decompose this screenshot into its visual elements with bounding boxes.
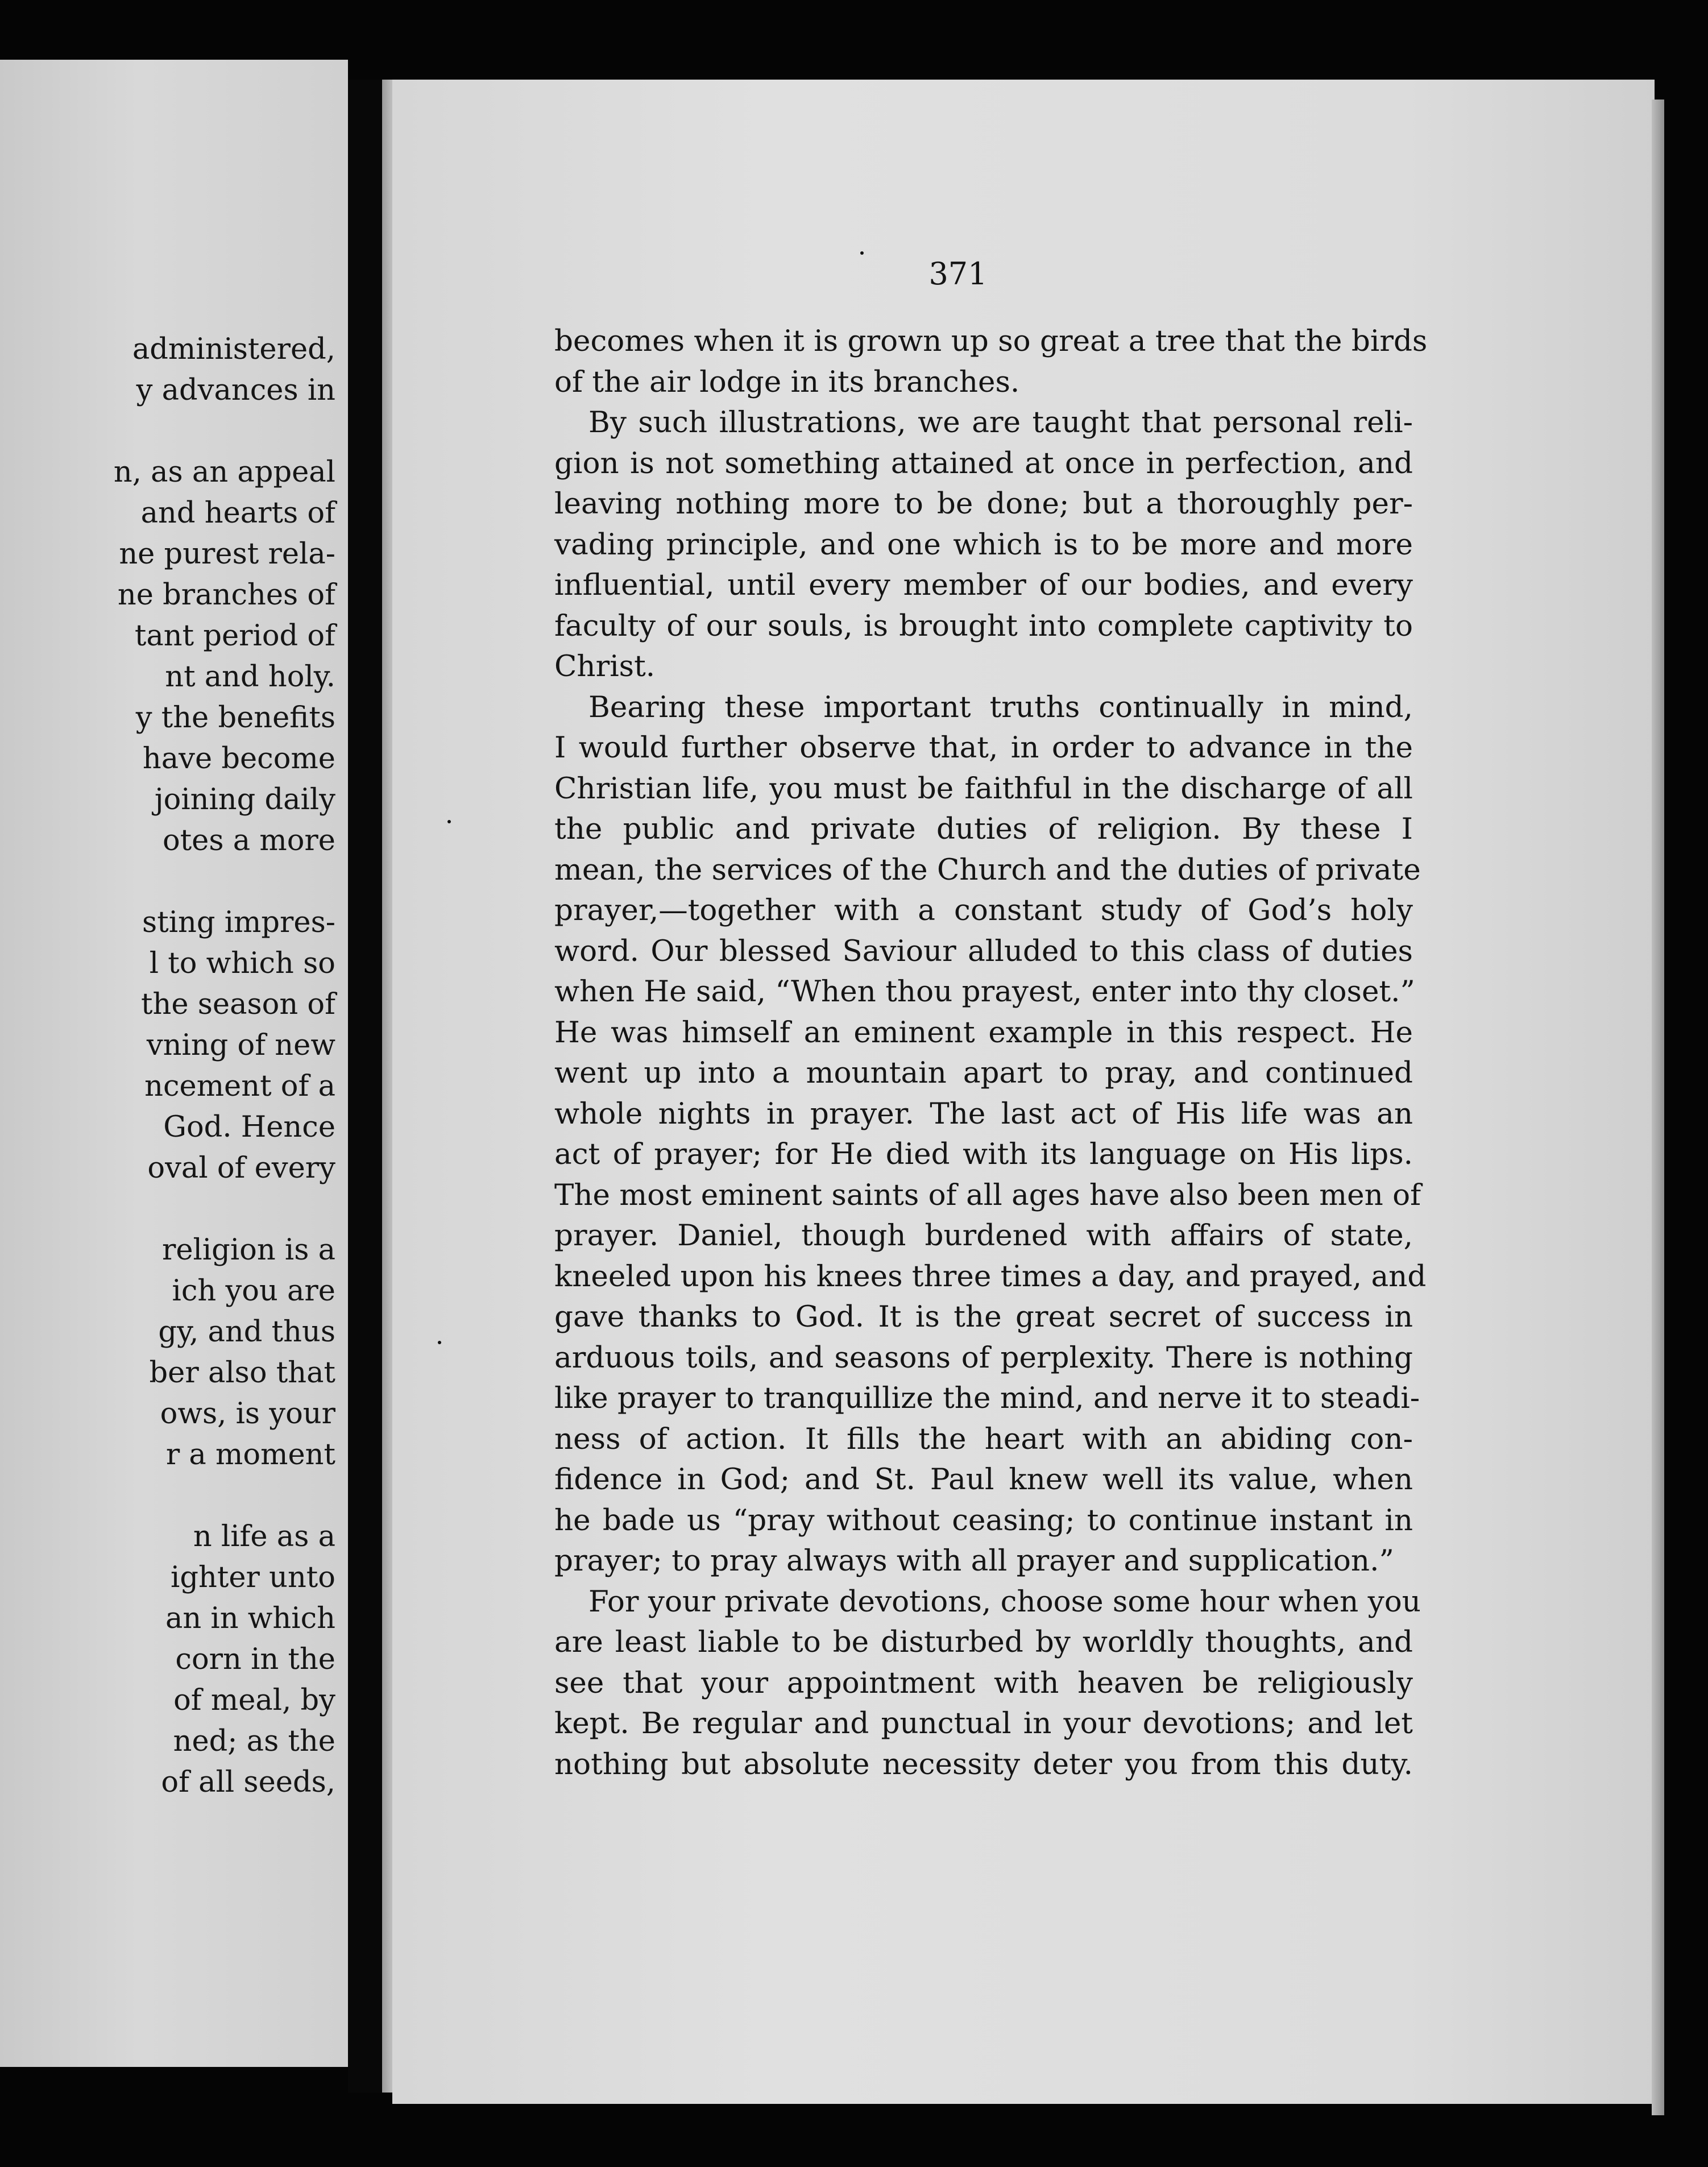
- left-page-line-fragment: corn in the: [175, 1643, 335, 1676]
- left-page-line-fragment: ne purest rela-: [119, 537, 335, 571]
- paragraph: [554, 321, 1428, 403]
- left-page-line-fragment: joining daily: [154, 783, 335, 817]
- text-line: the public and private duties of religion. By these I: [554, 812, 1413, 846]
- left-page-line-fragment: of meal, by: [173, 1684, 335, 1717]
- text-line: see that your appointment with heaven be religiously: [554, 1665, 1413, 1700]
- text-line: ness of action. It fills the heart with an abiding con-: [554, 1422, 1413, 1456]
- left-page-line-fragment: ne branches of: [117, 578, 335, 612]
- text-line: Christian life, you must be faithful in the discharge of all: [554, 771, 1413, 806]
- page-number: 371: [928, 256, 988, 292]
- left-page-line-fragment: nt and holy.: [165, 660, 335, 694]
- text-line: mean, the services of the Church and the duties of private: [554, 852, 1421, 887]
- scan-speck: [438, 1341, 441, 1344]
- page-edge: [1652, 100, 1664, 2115]
- paragraph: [554, 687, 1427, 1582]
- text-line: of the air lodge in its branches.: [554, 364, 1020, 399]
- paragraph: [554, 1582, 1421, 1785]
- left-page-line-fragment: r a moment: [165, 1438, 335, 1472]
- left-page-line-fragment: y advances in: [136, 374, 335, 407]
- left-page-line-fragment: God. Hence: [163, 1111, 335, 1144]
- text-line: Bearing these important truths continually in mind,: [588, 690, 1413, 724]
- text-line: gave thanks to God. It is the great secret of success in: [554, 1300, 1413, 1334]
- left-page-line-fragment: n life as a: [193, 1520, 335, 1553]
- text-line: are least liable to be disturbed by worldly thoughts, and: [554, 1625, 1413, 1659]
- left-page-line-fragment: ncement of a: [144, 1070, 335, 1103]
- left-page-line-fragment: the season of: [140, 988, 335, 1021]
- page-body-text: [554, 321, 1428, 1785]
- text-line: word. Our blessed Saviour alluded to this class of duties: [554, 934, 1413, 968]
- left-page-line-fragment: ich you are: [172, 1274, 335, 1308]
- left-page-line-fragment: of all seeds,: [161, 1766, 335, 1799]
- left-page-line-fragment: ber also that: [149, 1356, 335, 1390]
- left-page-line-fragment: an in which: [165, 1602, 335, 1635]
- text-line: act of prayer; for He died with its language on His lips.: [554, 1137, 1413, 1171]
- text-line: For your private devotions, choose some hour when you: [588, 1584, 1421, 1619]
- text-line: vading principle, and one which is to be more and more: [554, 527, 1413, 562]
- text-line: he bade us “pray without ceasing; to continue instant in: [554, 1503, 1413, 1538]
- left-page-line-fragment: l to which so: [149, 947, 335, 980]
- left-page-line-fragment: ighter unto: [171, 1561, 335, 1594]
- text-line: kneeled upon his knees three times a day, and prayed, and: [554, 1259, 1427, 1294]
- text-line: like prayer to tranquillize the mind, and nerve it to steadi-: [554, 1381, 1420, 1415]
- text-line: whole nights in prayer. The last act of His life was an: [554, 1096, 1413, 1131]
- text-line: kept. Be regular and punctual in your devotions; and let: [554, 1706, 1413, 1741]
- text-line: Christ.: [554, 649, 656, 683]
- left-page-line-fragment: sting impres-: [142, 906, 335, 939]
- text-line: arduous toils, and seasons of perplexity. There is nothing: [554, 1340, 1413, 1375]
- text-line: fidence in God; and St. Paul knew well its value, when: [554, 1462, 1413, 1497]
- text-line: faculty of our souls, is brought into complete captivity to: [554, 608, 1413, 643]
- text-line: The most eminent saints of all ages have also been men of: [554, 1178, 1421, 1212]
- scan-speck: [447, 820, 451, 823]
- left-page-line-fragment: vning of new: [146, 1029, 335, 1062]
- paragraph: [554, 403, 1413, 687]
- left-page-line-fragment: oval of every: [147, 1151, 335, 1185]
- text-line: when He said, “When thou prayest, enter into thy closet.”: [554, 975, 1415, 1009]
- left-page: [0, 60, 348, 2067]
- book-spine-shadow: [348, 80, 382, 2093]
- text-line: influential, until every member of our bodies, and every: [554, 568, 1413, 602]
- text-line: prayer,—together with a constant study of God’s holy: [554, 893, 1413, 927]
- text-line: went up into a mountain apart to pray, and continued: [554, 1056, 1413, 1090]
- left-page-line-fragment: have become: [142, 742, 335, 776]
- left-page-line-fragment: administered,: [132, 333, 335, 366]
- left-page-line-fragment: otes a more: [162, 824, 335, 857]
- text-line: nothing but absolute necessity deter you from this duty.: [554, 1747, 1413, 1781]
- left-page-line-fragment: y the benefits: [135, 701, 335, 735]
- left-page-line-fragment: ows, is your: [160, 1397, 335, 1431]
- text-line: leaving nothing more to be done; but a thoroughly per-: [554, 487, 1413, 521]
- text-line: prayer; to pray always with all prayer and supplication.”: [554, 1544, 1394, 1578]
- text-line: prayer. Daniel, though burdened with affairs of state,: [554, 1219, 1413, 1253]
- left-page-line-fragment: ned; as the: [173, 1725, 335, 1758]
- text-line: gion is not something attained at once in perfection, and: [554, 446, 1413, 480]
- text-line: By such illustrations, we are taught that personal reli-: [588, 405, 1413, 440]
- left-page-line-fragment: religion is a: [161, 1233, 335, 1267]
- scan-speck: [860, 251, 864, 255]
- text-line: becomes when it is grown up so great a tree that the birds: [554, 324, 1428, 358]
- text-line: I would further observe that, in order to advance in the: [554, 731, 1413, 765]
- left-page-line-fragment: tant period of: [134, 619, 335, 653]
- text-line: He was himself an eminent example in this respect. He: [554, 1015, 1413, 1050]
- left-page-line-fragment: and hearts of: [140, 496, 335, 530]
- left-page-line-fragment: gy, and thus: [158, 1315, 335, 1349]
- left-page-line-fragment: n, as an appeal: [113, 455, 335, 489]
